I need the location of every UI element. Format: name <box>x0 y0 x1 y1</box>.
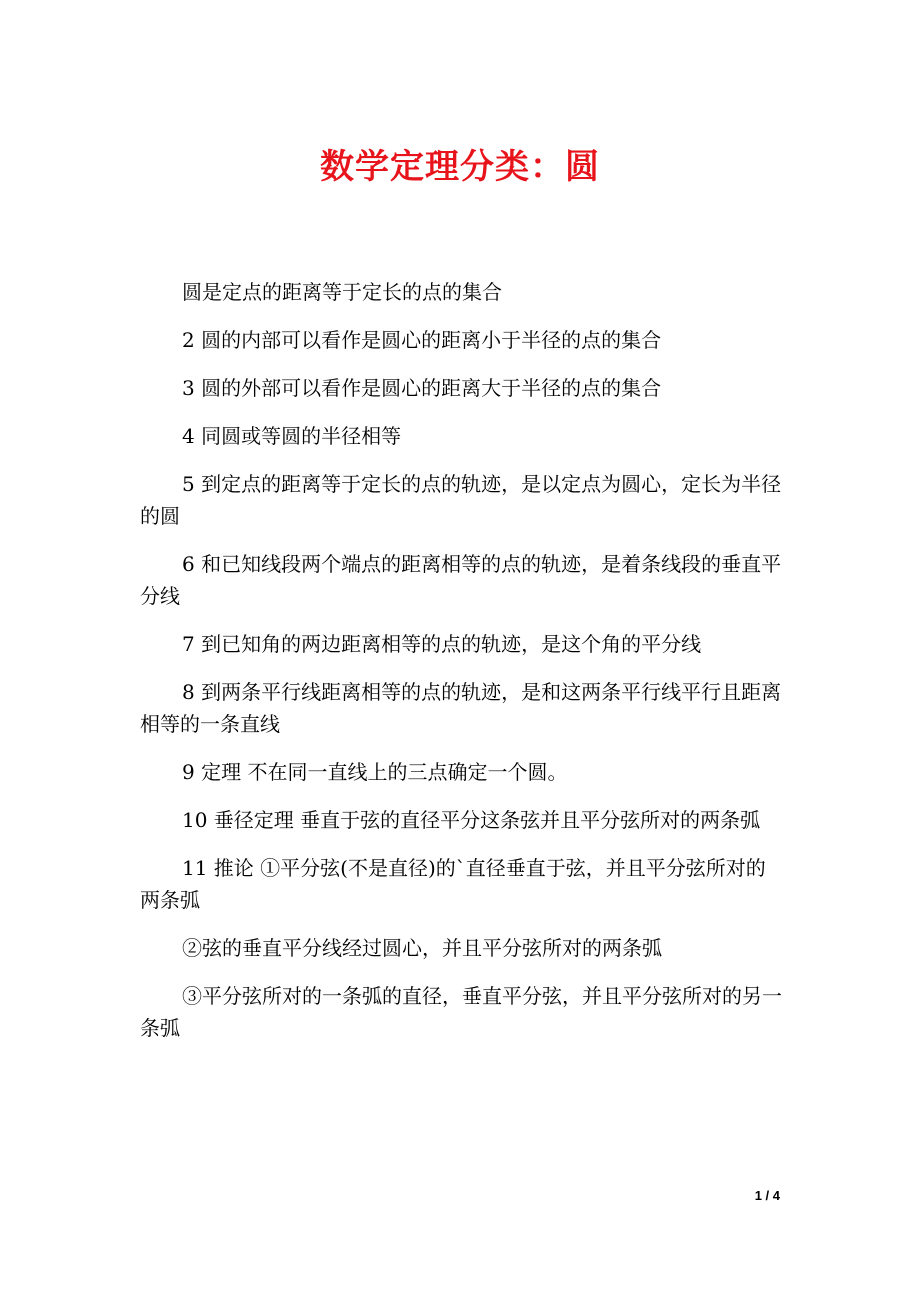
paragraph: 4 同圆或等圆的半径相等 <box>182 424 402 448</box>
paragraph: 11 推论 ①平分弦(不是直径)的`直径垂直于弦，并且平分弦所对的两条弧 <box>140 856 766 912</box>
paragraph: 2 圆的内部可以看作是圆心的距离小于半径的点的集合 <box>182 328 662 352</box>
page-number: 1 / 4 <box>754 1188 780 1203</box>
paragraph: 6 和已知线段两个端点的距离相等的点的轨迹，是着条线段的垂直平分线 <box>140 552 782 608</box>
paragraph: 10 垂径定理 垂直于弦的直径平分这条弦并且平分弦所对的两条弧 <box>182 808 761 832</box>
paragraph: 3 圆的外部可以看作是圆心的距离大于半径的点的集合 <box>182 376 662 400</box>
paragraph: ③平分弦所对的一条弧的直径，垂直平分弦，并且平分弦所对的另一条弧 <box>140 984 782 1040</box>
paragraph: 9 定理 不在同一直线上的三点确定一个圆。 <box>182 760 568 784</box>
document-body <box>140 276 782 1060</box>
paragraph: 7 到已知角的两边距离相等的点的轨迹，是这个角的平分线 <box>182 632 702 656</box>
paragraph: 5 到定点的距离等于定长的点的轨迹，是以定点为圆心，定长为半径的圆 <box>140 472 782 528</box>
paragraph: ②弦的垂直平分线经过圆心，并且平分弦所对的两条弧 <box>182 936 662 960</box>
paragraph: 8 到两条平行线距离相等的点的轨迹，是和这两条平行线平行且距离相等的一条直线 <box>140 680 782 736</box>
paragraph: 圆是定点的距离等于定长的点的集合 <box>182 280 502 304</box>
document-title: 数学定理分类：圆 <box>320 147 600 187</box>
